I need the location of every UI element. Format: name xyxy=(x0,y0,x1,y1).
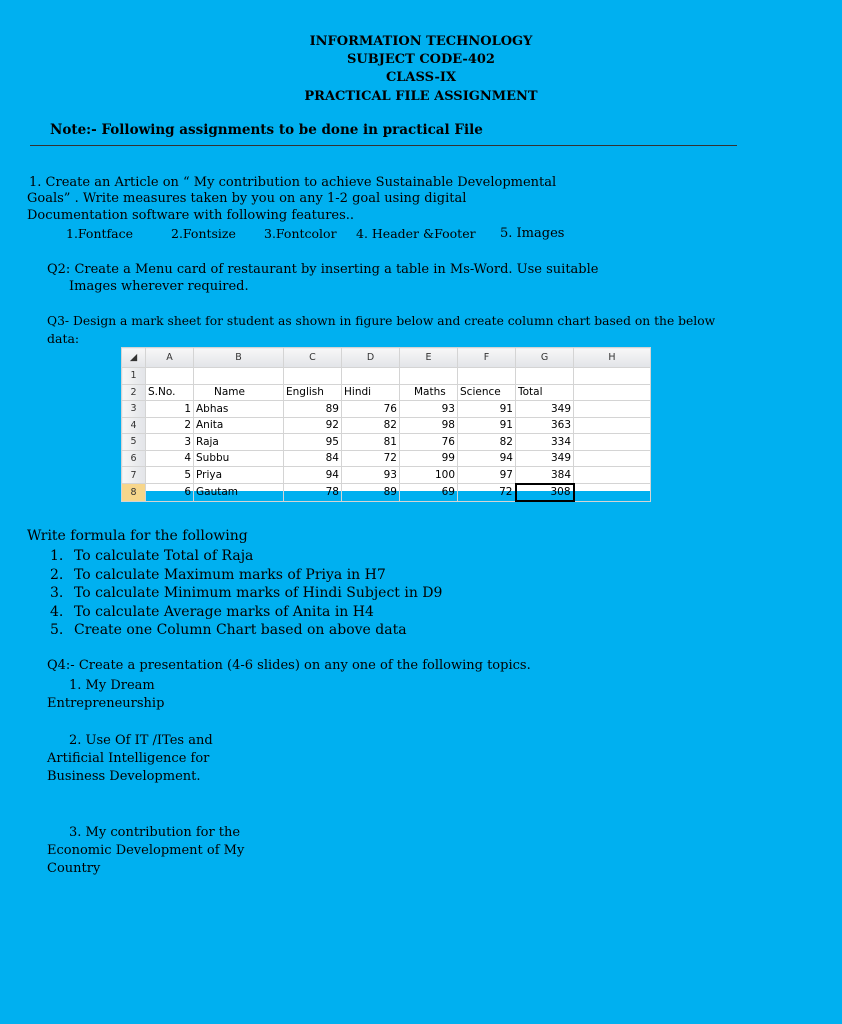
table-row xyxy=(122,401,651,418)
topic-3: 3. My contribution for the Economic Development of My Country xyxy=(47,825,245,876)
feature-fontface: 1.Fontface xyxy=(66,226,133,241)
table-row xyxy=(122,484,651,502)
cell-name[interactable]: Subbu xyxy=(194,450,284,467)
cell-total[interactable]: 334 xyxy=(516,434,574,451)
q2-line-1: Q2: Create a Menu card of restaurant by inserting a table in Ms-Word. Use suitable xyxy=(47,262,599,277)
cell-name[interactable]: Abhas xyxy=(194,401,284,418)
row-header[interactable]: 5 xyxy=(122,434,146,451)
title-line-3: CLASS-IX xyxy=(385,70,457,85)
header-cell[interactable]: Maths xyxy=(400,384,458,401)
cell-total[interactable]: 308 xyxy=(516,484,574,502)
cell[interactable] xyxy=(194,368,284,385)
cell-name[interactable]: Priya xyxy=(194,467,284,484)
header-cell[interactable]: S.No. xyxy=(146,384,194,401)
cell-hindi[interactable]: 82 xyxy=(342,417,400,434)
topic-1: 1. My Dream Entrepreneurship xyxy=(47,678,165,711)
cell-science[interactable]: 91 xyxy=(458,401,516,418)
cell-hindi[interactable]: 81 xyxy=(342,434,400,451)
feature-images: 5. Images xyxy=(500,226,565,241)
cell[interactable] xyxy=(574,467,651,484)
feature-fontsize: 2.Fontsize xyxy=(171,226,236,241)
row-header[interactable]: 6 xyxy=(122,450,146,467)
cell-hindi[interactable]: 93 xyxy=(342,467,400,484)
cell-hindi[interactable]: 89 xyxy=(342,484,400,502)
cell-maths[interactable]: 98 xyxy=(400,417,458,434)
row-header[interactable]: 4 xyxy=(122,417,146,434)
row-header[interactable]: 8 xyxy=(122,484,146,502)
header-cell[interactable]: Hindi xyxy=(342,384,400,401)
column-header[interactable]: C xyxy=(284,348,342,368)
title-line-2: SUBJECT CODE-402 xyxy=(347,52,495,67)
column-header[interactable]: E xyxy=(400,348,458,368)
select-all-corner[interactable]: ◢ xyxy=(122,348,146,368)
cell-name[interactable]: Raja xyxy=(194,434,284,451)
table-row xyxy=(122,450,651,467)
feature-header-footer: 4. Header &Footer xyxy=(356,226,476,241)
cell-total[interactable]: 349 xyxy=(516,450,574,467)
column-header[interactable]: G xyxy=(516,348,574,368)
formula-title: Write formula for the following xyxy=(27,528,248,544)
row-header[interactable]: 3 xyxy=(122,401,146,418)
cell-sno[interactable]: 3 xyxy=(146,434,194,451)
row-header[interactable]: 7 xyxy=(122,467,146,484)
cell[interactable] xyxy=(284,368,342,385)
column-header-row xyxy=(122,348,651,368)
cell-sno[interactable]: 5 xyxy=(146,467,194,484)
cell-name[interactable]: Anita xyxy=(194,417,284,434)
cell-maths[interactable]: 76 xyxy=(400,434,458,451)
cell-maths[interactable]: 69 xyxy=(400,484,458,502)
cell[interactable] xyxy=(458,368,516,385)
cell-sno[interactable]: 6 xyxy=(146,484,194,502)
cell-english[interactable]: 92 xyxy=(284,417,342,434)
cell[interactable] xyxy=(574,401,651,418)
topic-2: 2. Use Of IT /ITes and Artificial Intelligence for Business Development. xyxy=(47,733,213,784)
formula-list xyxy=(50,547,442,640)
list-item: 1. To calculate Total of Raja xyxy=(50,548,254,564)
title-line-1: INFORMATION TECHNOLOGY xyxy=(309,34,533,49)
cell[interactable] xyxy=(574,434,651,451)
feature-fontcolor: 3.Fontcolor xyxy=(264,226,337,241)
note: Note:- Following assignments to be done in practical File xyxy=(50,122,483,138)
cell[interactable] xyxy=(574,484,651,502)
cell-english[interactable]: 95 xyxy=(284,434,342,451)
header-cell[interactable]: Total xyxy=(516,384,574,401)
column-header[interactable]: A xyxy=(146,348,194,368)
q3-line-1: Q3- Design a mark sheet for student as shown in figure below and create column chart based on the below xyxy=(47,314,716,328)
cell-maths[interactable]: 93 xyxy=(400,401,458,418)
cell-english[interactable]: 89 xyxy=(284,401,342,418)
cell[interactable] xyxy=(400,368,458,385)
cell-total[interactable]: 384 xyxy=(516,467,574,484)
header-cell[interactable]: English xyxy=(284,384,342,401)
cell-science[interactable]: 82 xyxy=(458,434,516,451)
table-header-row xyxy=(122,384,651,401)
marks-spreadsheet xyxy=(121,347,650,499)
cell[interactable] xyxy=(574,417,651,434)
header-cell[interactable]: Name xyxy=(194,384,284,401)
header-cell[interactable]: Science xyxy=(458,384,516,401)
cell[interactable] xyxy=(516,368,574,385)
cell-sno[interactable]: 4 xyxy=(146,450,194,467)
table-row xyxy=(122,417,651,434)
cell[interactable] xyxy=(342,368,400,385)
cell-total[interactable]: 349 xyxy=(516,401,574,418)
column-header[interactable]: F xyxy=(458,348,516,368)
table-row xyxy=(122,434,651,451)
cell-science[interactable]: 72 xyxy=(458,484,516,502)
q1-line-2: Goals” . Write measures taken by you on any 1-2 goal using digital xyxy=(27,191,467,206)
q1-line-3: Documentation software with following features.. xyxy=(27,208,355,223)
q1-line-1: 1. Create an Article on “ My contribution to achieve Sustainable Developmental xyxy=(29,175,557,190)
cell[interactable] xyxy=(146,368,194,385)
table-row xyxy=(122,467,651,484)
cell[interactable] xyxy=(574,450,651,467)
q3-line-2: data: xyxy=(47,331,80,346)
list-item: 4. To calculate Average marks of Anita in H4 xyxy=(50,603,374,620)
cell-hindi[interactable]: 76 xyxy=(342,401,400,418)
list-item: 5. Create one Column Chart based on above data xyxy=(50,622,407,638)
cell-english[interactable]: 84 xyxy=(284,450,342,467)
cell-english[interactable]: 94 xyxy=(284,467,342,484)
cell[interactable] xyxy=(574,368,651,385)
cell-science[interactable]: 91 xyxy=(458,417,516,434)
list-item: 2. To calculate Maximum marks of Priya in H7 xyxy=(50,566,386,583)
row-header[interactable]: 2 xyxy=(122,384,146,401)
list-item: 3. To calculate Minimum marks of Hindi Subject in D9 xyxy=(50,585,443,601)
cell-maths[interactable]: 100 xyxy=(400,467,458,484)
q4-intro: Q4:- Create a presentation (4-6 slides) on any one of the following topics. xyxy=(47,658,531,673)
cell-sno[interactable]: 1 xyxy=(146,401,194,418)
column-header[interactable]: B xyxy=(194,348,284,368)
cell[interactable] xyxy=(574,384,651,401)
cell-name[interactable]: Gautam xyxy=(194,484,284,502)
row-header[interactable]: 1 xyxy=(122,368,146,385)
divider xyxy=(30,145,737,146)
q2-line-2: Images wherever required. xyxy=(69,279,249,294)
table-row xyxy=(122,368,651,385)
cell-sno[interactable]: 2 xyxy=(146,417,194,434)
cell-science[interactable]: 97 xyxy=(458,467,516,484)
title-line-4: PRACTICAL FILE ASSIGNMENT xyxy=(304,89,538,104)
cell-maths[interactable]: 99 xyxy=(400,450,458,467)
cell-english[interactable]: 78 xyxy=(284,484,342,502)
cell-science[interactable]: 94 xyxy=(458,450,516,467)
column-header[interactable]: H xyxy=(574,348,651,368)
cell-total[interactable]: 363 xyxy=(516,417,574,434)
column-header[interactable]: D xyxy=(342,348,400,368)
cell-hindi[interactable]: 72 xyxy=(342,450,400,467)
